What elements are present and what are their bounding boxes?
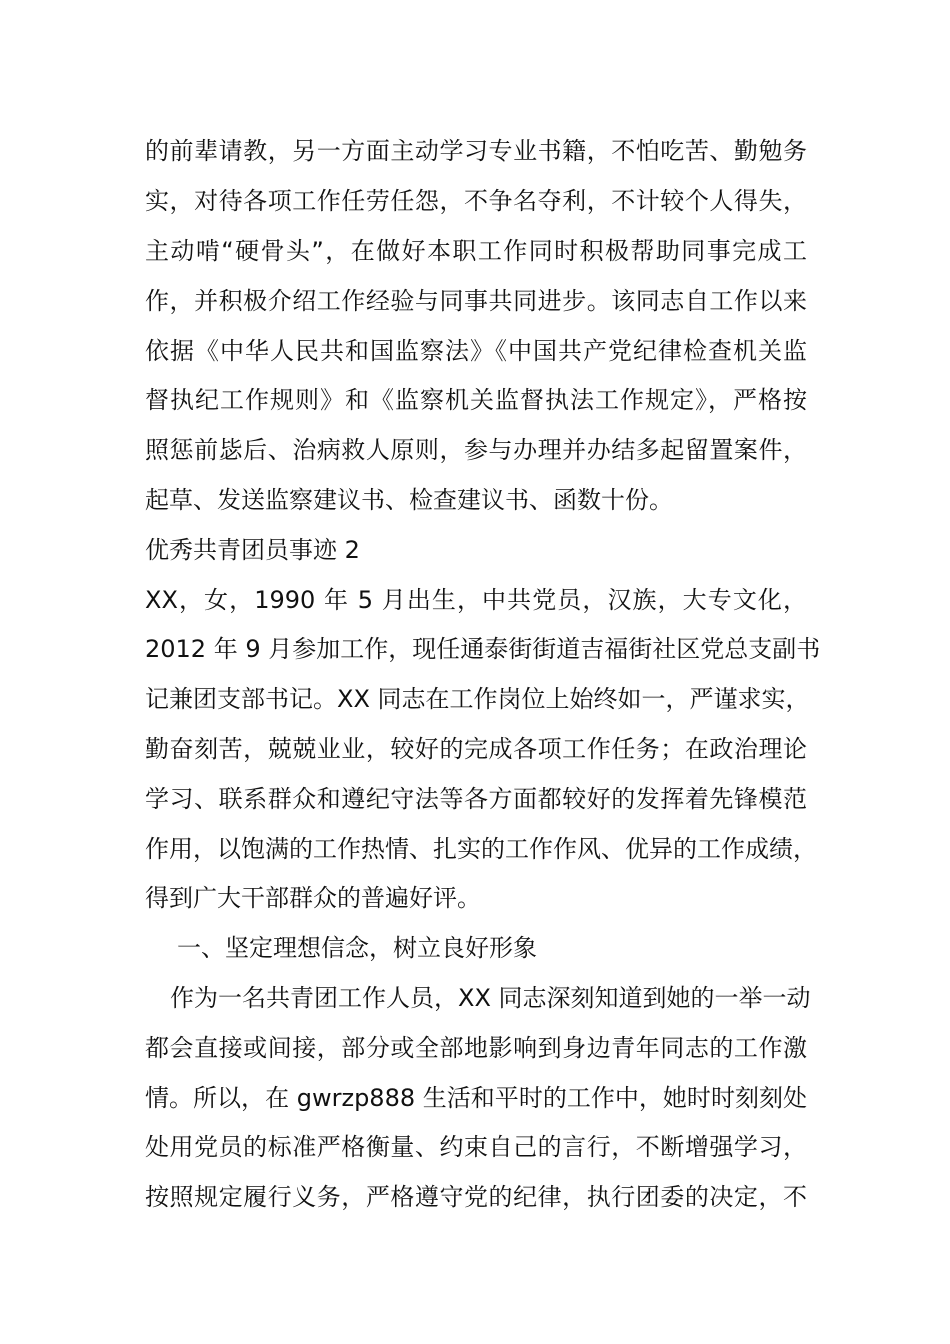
- paragraph-1-line-1: 的前辈请教，另一方面主动学习专业书籍，不怕吃苦、勤勉务: [145, 137, 807, 165]
- paragraph-1-line-4: 作，并积极介绍工作经验与同事共同进步。该同志自工作以来: [145, 287, 807, 315]
- paragraph-2-line-5: 学习、联系群众和遵纪守法等各方面都较好的发挥着先锋模范: [145, 785, 807, 813]
- paragraph-2-line-2: 2012 年 9 月参加工作，现任通泰街街道吉福街社区党总支副书: [145, 635, 821, 663]
- paragraph-1-line-5: 依据《中华人民共和国监察法》《中国共产党纪律检查机关监: [145, 337, 807, 365]
- subheading: 一、坚定理想信念，树立良好形象: [177, 934, 537, 962]
- paragraph-2-line-7: 得到广大干部群众的普遍好评。: [145, 884, 481, 912]
- paragraph-3-line-5: 按照规定履行义务，严格遵守党的纪律，执行团委的决定，不: [145, 1183, 807, 1211]
- paragraph-3-line-4: 处用党员的标准严格衡量、约束自己的言行，不断增强学习，: [145, 1133, 807, 1161]
- paragraph-2-line-4: 勤奋刻苦，兢兢业业，较好的完成各项工作任务；在政治理论: [145, 735, 807, 763]
- paragraph-1-line-6: 督执纪工作规则》和《监察机关监督执法工作规定》，严格按: [145, 386, 807, 414]
- paragraph-1-line-3: 主动啃“硬骨头”，在做好本职工作同时积极帮助同事完成工: [145, 237, 807, 265]
- paragraph-3-line-2: 都会直接或间接，部分或全部地影响到身边青年同志的工作激: [145, 1034, 807, 1062]
- paragraph-1-line-2: 实，对待各项工作任劳任怨，不争名夺利，不计较个人得失，: [145, 187, 807, 215]
- section-title: 优秀共青团员事迹 2: [145, 536, 360, 564]
- paragraph-2-line-3: 记兼团支部书记。XX 同志在工作岗位上始终如一，严谨求实，: [145, 685, 810, 713]
- paragraph-3-line-3: 情。所以，在 gwrzp888 生活和平时的工作中，她时时刻刻处: [145, 1084, 807, 1112]
- paragraph-2-line-6: 作用，以饱满的工作热情、扎实的工作作风、优异的工作成绩，: [145, 835, 817, 863]
- paragraph-1-line-7: 照惩前毖后、治病救人原则，参与办理并办结多起留置案件，: [145, 436, 807, 464]
- paragraph-1-line-8: 起草、发送监察建议书、检查建议书、函数十份。: [145, 486, 673, 514]
- paragraph-3-line-1: 作为一名共青团工作人员，XX 同志深刻知道到她的一举一动: [170, 984, 811, 1012]
- paragraph-2-line-1: XX，女，1990 年 5 月出生，中共党员，汉族，大专文化，: [145, 586, 807, 614]
